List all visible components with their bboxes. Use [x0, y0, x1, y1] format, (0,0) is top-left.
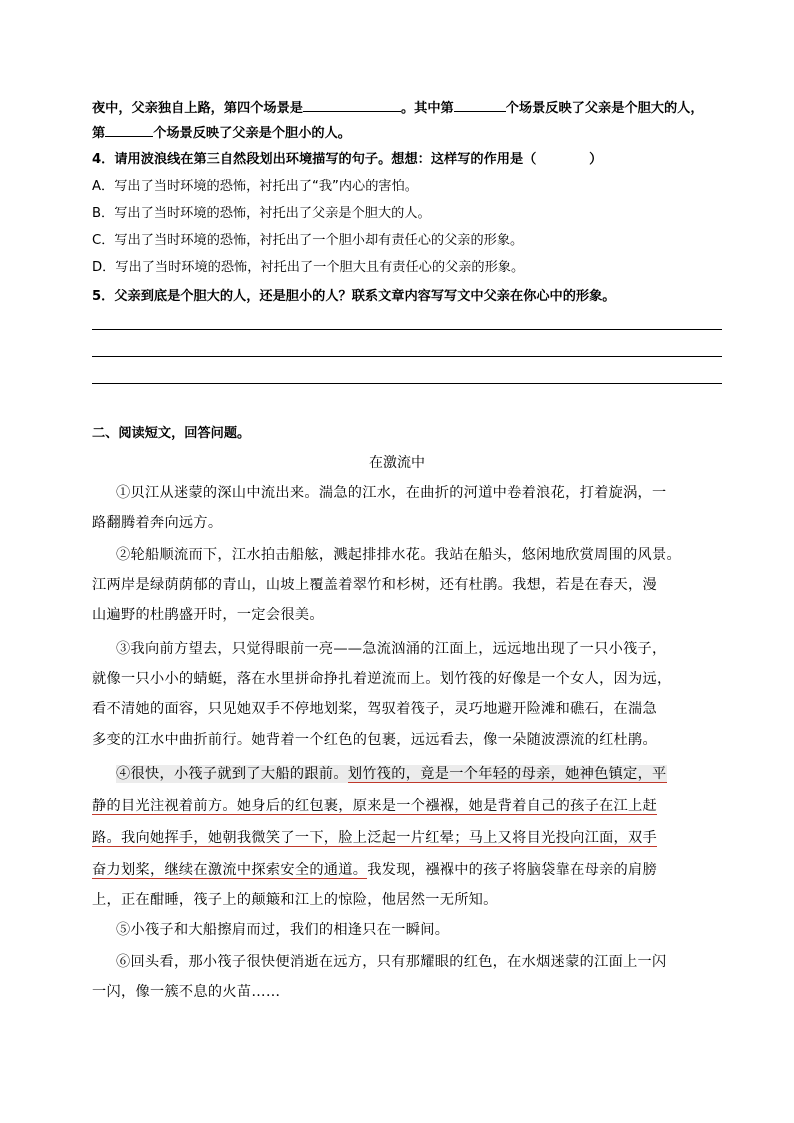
option-b[interactable]: B．写出了当时环境的恐怖，衬托出了父亲是个胆大的人。	[92, 206, 431, 221]
text-segment: 我发现，襁褓中的孩子将脑袋靠在母亲的肩膀	[367, 862, 658, 878]
paragraph-1-line-1: ①贝江从迷蒙的深山中流出来。湍急的江水，在曲折的河道中卷着浪花，打着旋涡，一	[116, 485, 667, 501]
paragraph-2-line-3: 山遍野的杜鹃盛开时，一定会很美。	[92, 607, 324, 623]
paragraph-3-line-3: 看不清她的面容，只见她双手不停地划桨，驾驭着筏子，灵巧地避开险滩和礁石，在湍急	[92, 701, 658, 717]
text-segment: 个场景反映了父亲是个胆大的人，	[505, 101, 704, 116]
answer-line-3[interactable]	[92, 383, 722, 384]
text-segment: 夜中，父亲独自上路，第四个场景是	[92, 101, 303, 116]
underlined-sentence: 路。我向她挥手，她朝我微笑了一下，脸上泛起一片红晕；马上又将目光投向江面，双手	[92, 830, 658, 846]
paragraph-2-line-1: ②轮船顺流而下，江水拍击船舷，溅起排排水花。我站在船头，悠闲地欣赏周围的风景。	[116, 547, 682, 563]
paragraph-6-line-2: 一闪，像一簇不息的火苗……	[92, 984, 281, 1000]
answer-line-1[interactable]	[92, 329, 722, 330]
text-segment: ④很快，小筏子就到了大船的跟前。	[116, 766, 348, 782]
question-4: 4．请用波浪线在第三自然段划出环境描写的句子。想想：这样写的作用是（ ）	[92, 152, 603, 167]
text-segment: 个场景反映了父亲是个胆小的人。	[153, 126, 351, 141]
answer-blank-3[interactable]	[105, 124, 153, 137]
passage-title: 在激流中	[369, 455, 425, 471]
fill-in-line-2	[92, 124, 351, 143]
option-c[interactable]: C．写出了当时环境的恐怖，衬托出了一个胆小却有责任心的父亲的形象。	[92, 233, 524, 248]
question-5: 5．父亲到底是个胆大的人，还是胆小的人？联系文章内容写写文中父亲在你心中的形象。	[92, 289, 616, 304]
section-2-heading: 二、阅读短文，回答问题。	[92, 426, 251, 441]
underlined-sentence: 划竹筏的，竟是一个年轻的母亲，她神色镇定，平	[347, 766, 667, 782]
paragraph-1-line-2: 路翻腾着奔向远方。	[92, 515, 223, 531]
paragraph-6-line-1: ⑥回头看，那小筏子很快便消逝在远方，只有那耀眼的红色，在水烟迷蒙的江面上一闪	[116, 954, 667, 970]
paragraph-2-line-2: 江两岸是绿荫荫郁的青山，山坡上覆盖着翠竹和杉树，还有杜鹃。我想，若是在春天，漫	[92, 577, 658, 593]
answer-blank-2[interactable]	[454, 99, 506, 112]
text-segment: 第	[92, 126, 106, 141]
paragraph-4-line-3	[92, 829, 657, 847]
text-segment: 。其中第	[401, 101, 454, 116]
paragraph-3-line-1: ③我向前方望去，只觉得眼前一亮——急流汹涌的江面上，远远地出现了一只小筏子，	[116, 641, 667, 657]
paragraph-3-line-4: 多变的江水中曲折前行。她背着一个红色的包裹，远远看去，像一朵随波漂流的红杜鹃。	[92, 732, 658, 748]
paragraph-4-line-2	[92, 797, 657, 815]
answer-line-2[interactable]	[92, 356, 722, 357]
paragraph-5: ⑤小筏子和大船擦肩而过，我们的相逢只在一瞬间。	[116, 922, 450, 938]
underlined-sentence: 奋力划桨，继续在激流中探索安全的通道。	[92, 862, 368, 878]
answer-blank-1[interactable]	[303, 99, 401, 112]
paragraph-4-line-4	[92, 861, 657, 879]
underlined-sentence: 静的目光注视着前方。她身后的红包裹，原来是一个襁褓，她是背着自己的孩子在江上赶	[92, 798, 658, 814]
fill-in-line-1	[92, 99, 704, 118]
paragraph-3-line-2: 就像一只小小的蜻蜓，落在水里拼命挣扎着逆流而上。划竹筏的好像是一个女人，因为远，	[92, 671, 672, 687]
option-a[interactable]: A．写出了当时环境的恐怖，衬托出了“我”内心的害怕。	[92, 179, 418, 194]
paragraph-4-line-1	[116, 765, 667, 783]
paragraph-4-line-5: 上，正在酣睡，筏子上的颠簸和江上的惊险，他居然一无所知。	[92, 892, 498, 908]
option-d[interactable]: D．写出了当时环境的恐怖，衬托出了一个胆大且有责任心的父亲的形象。	[92, 260, 525, 275]
